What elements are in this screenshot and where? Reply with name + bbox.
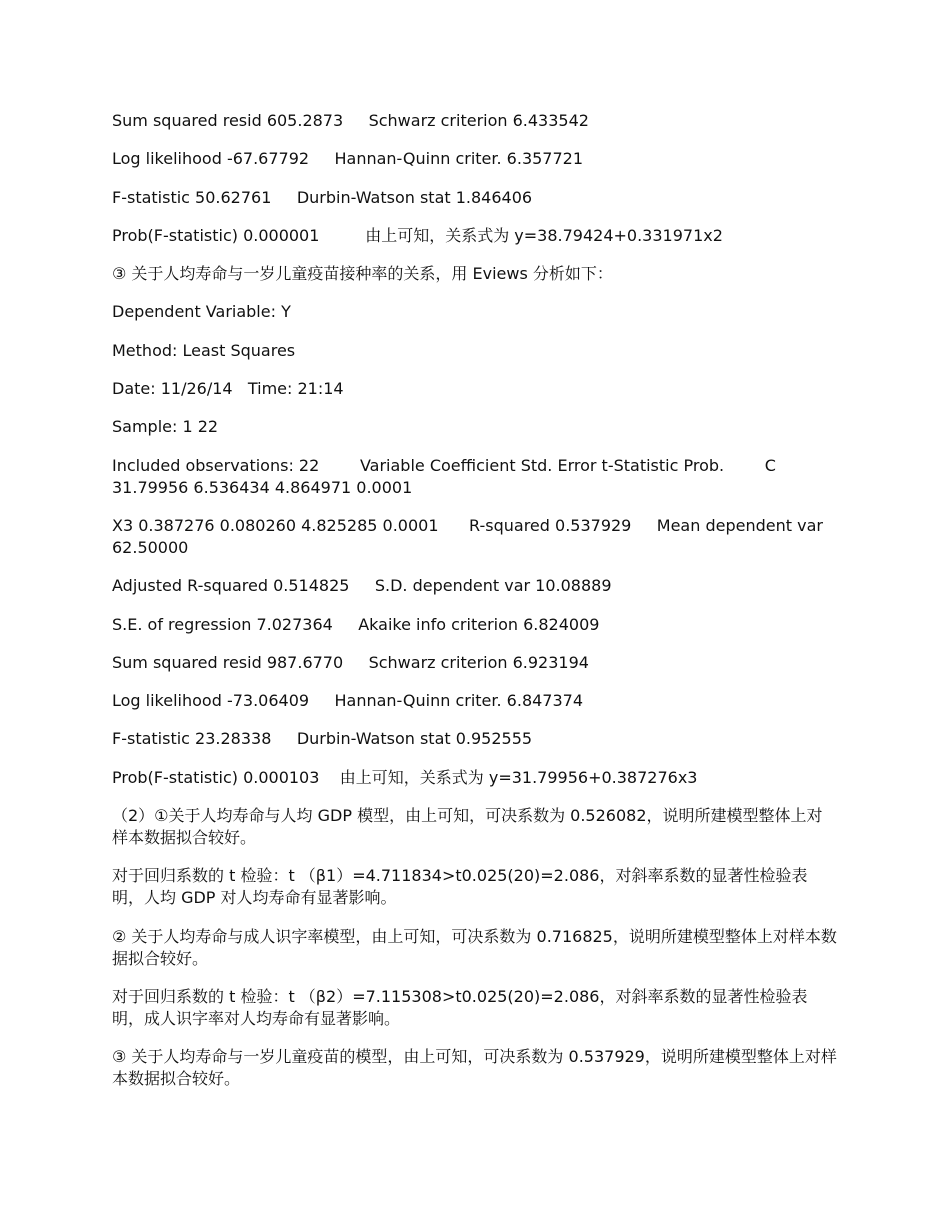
text-f-statistic-1: F-statistic 50.62761 Durbin-Watson stat 1.846406 bbox=[112, 187, 533, 207]
text-se-regression: S.E. of regression 7.027364 Akaike info criterion 6.824009 bbox=[112, 614, 600, 634]
document-page bbox=[112, 110, 838, 1107]
text-prob-f-statistic-2: Prob(F-statistic) 0.000103 由上可知，关系式为 y=31.79956+0.387276x3 bbox=[112, 767, 698, 787]
text-date-time: Date: 11/26/14 Time: 21:14 bbox=[112, 379, 344, 399]
text-sample: Sample: 1 22 bbox=[112, 417, 219, 437]
text-analysis-vaccine: ③ 关于人均寿命与一岁儿童疫苗的模型，由上可知，可决系数为 0.537929，说明所建模型整体上对样本数据拟合较好。 bbox=[112, 1047, 837, 1089]
text-analysis-literacy: ② 关于人均寿命与成人识字率模型，由上可知，可决系数为 0.716825，说明所建模型整体上对样本数据拟合较好。 bbox=[112, 926, 837, 968]
text-included-observations: Included observations: 22 Variable Coefficient Std. Error t-Statistic Prob. C 31.79956 6.536434 4.864971 0.0001 bbox=[112, 455, 782, 497]
text-prob-f-statistic-1: Prob(F-statistic) 0.000001 由上可知，关系式为 y=38.79424+0.331971x2 bbox=[112, 225, 723, 245]
text-t-test-beta2: 对于回归系数的 t 检验：t （β2）=7.115308>t0.025(20)=2.086，对斜率系数的显著性检验表明，成人识字率对人均寿命有显著影响。 bbox=[112, 986, 808, 1028]
text-sum-squared-resid-1: Sum squared resid 605.2873 Schwarz criterion 6.433542 bbox=[112, 111, 589, 130]
text-analysis-gdp: （2）①关于人均寿命与人均 GDP 模型，由上可知，可决系数为 0.526082，说明所建模型整体上对样本数据拟合较好。 bbox=[112, 806, 823, 848]
text-log-likelihood-1: Log likelihood -67.67792 Hannan-Quinn criter. 6.357721 bbox=[112, 149, 584, 169]
text-adjusted-r-squared: Adjusted R-squared 0.514825 S.D. dependent var 10.08889 bbox=[112, 576, 612, 596]
text-f-statistic-2: F-statistic 23.28338 Durbin-Watson stat 0.952555 bbox=[112, 729, 533, 749]
text-method: Method: Least Squares bbox=[112, 340, 296, 360]
text-x3-r-squared: X3 0.387276 0.080260 4.825285 0.0001 R-squared 0.537929 Mean dependent var 62.50000 bbox=[112, 515, 829, 557]
text-log-likelihood-2: Log likelihood -73.06409 Hannan-Quinn criter. 6.847374 bbox=[112, 691, 584, 711]
text-t-test-beta1: 对于回归系数的 t 检验：t （β1）=4.711834>t0.025(20)=2.086，对斜率系数的显著性检验表明，人均 GDP 对人均寿命有显著影响。 bbox=[112, 866, 808, 908]
text-dependent-variable: Dependent Variable: Y bbox=[112, 302, 291, 322]
text-section-vaccine-intro: ③ 关于人均寿命与一岁儿童疫苗接种率的关系，用 Eviews 分析如下： bbox=[112, 264, 613, 284]
text-sum-squared-resid-2: Sum squared resid 987.6770 Schwarz criterion 6.923194 bbox=[112, 652, 589, 672]
